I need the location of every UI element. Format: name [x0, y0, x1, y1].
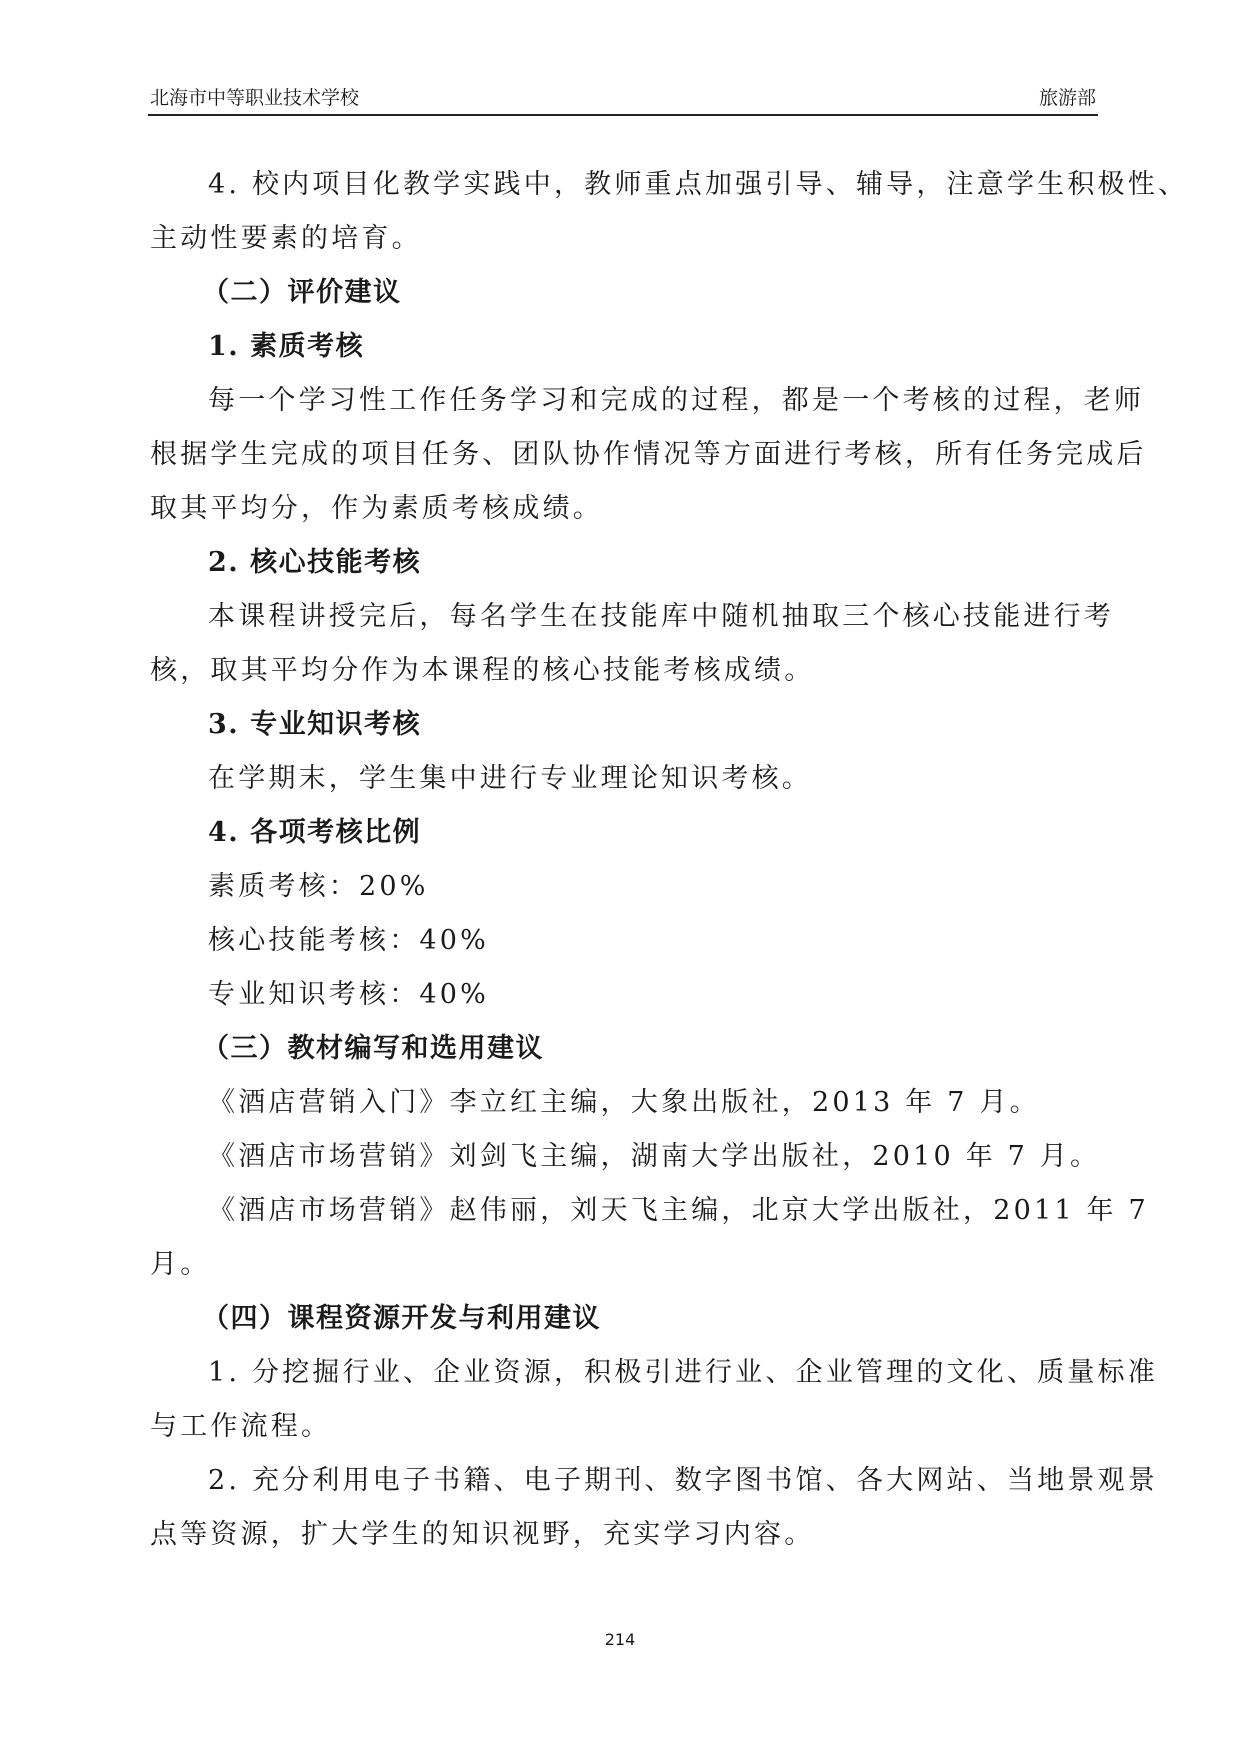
paragraph-line: 在学期末，学生集中进行专业理论知识考核。 — [208, 763, 812, 794]
paragraph-line: 2. 充分利用电子书籍、电子期刊、数字图书馆、各大网站、当地景观景 — [208, 1465, 1158, 1496]
section-heading: （二）评价建议 — [202, 277, 402, 308]
ratio-item: 专业知识考核：40% — [208, 979, 490, 1010]
department-name: 旅游部 — [1038, 87, 1096, 109]
book-reference-continued: 月。 — [150, 1249, 211, 1280]
section-heading: （三）教材编写和选用建议 — [202, 1033, 544, 1064]
book-reference: 《酒店市场营销》赵伟丽，刘天飞主编，北京大学出版社，2011 年 7 — [208, 1195, 1149, 1226]
subsection-heading: 2. 核心技能考核 — [208, 547, 422, 578]
subsection-heading: 4. 各项考核比例 — [208, 817, 422, 848]
paragraph-line: 每一个学习性工作任务学习和完成的过程，都是一个考核的过程，老师 — [208, 385, 1145, 416]
document-body — [150, 158, 1189, 1562]
paragraph-line: 根据学生完成的项目任务、团队协作情况等方面进行考核，所有任务完成后 — [150, 439, 1147, 470]
paragraph-line: 主动性要素的培育。 — [150, 223, 422, 254]
school-name: 北海市中等职业技术学校 — [150, 87, 360, 109]
subsection-heading: 3. 专业知识考核 — [208, 709, 422, 740]
page-number: 214 — [604, 1630, 636, 1649]
ratio-item: 素质考核：20% — [208, 871, 429, 902]
paragraph-line: 点等资源，扩大学生的知识视野，充实学习内容。 — [150, 1519, 815, 1550]
ratio-item: 核心技能考核：40% — [208, 925, 490, 956]
page-header — [148, 86, 1098, 116]
paragraph-line: 核，取其平均分作为本课程的核心技能考核成绩。 — [150, 655, 815, 686]
paragraph-line: 本课程讲授完后，每名学生在技能库中随机抽取三个核心技能进行考 — [208, 601, 1114, 632]
paragraph-line: 与工作流程。 — [150, 1411, 332, 1442]
book-reference: 《酒店营销入门》李立红主编，大象出版社，2013 年 7 月。 — [208, 1087, 1040, 1118]
book-reference: 《酒店市场营销》刘剑飞主编，湖南大学出版社，2010 年 7 月。 — [208, 1141, 1101, 1172]
paragraph-line: 取其平均分，作为素质考核成绩。 — [150, 493, 603, 524]
paragraph-line: 4. 校内项目化教学实践中，教师重点加强引导、辅导，注意学生积极性、 — [208, 169, 1189, 200]
subsection-heading: 1. 素质考核 — [208, 331, 365, 362]
section-heading: （四）课程资源开发与利用建议 — [202, 1303, 601, 1334]
paragraph-line: 1. 分挖掘行业、企业资源，积极引进行业、企业管理的文化、质量标准 — [208, 1357, 1158, 1388]
